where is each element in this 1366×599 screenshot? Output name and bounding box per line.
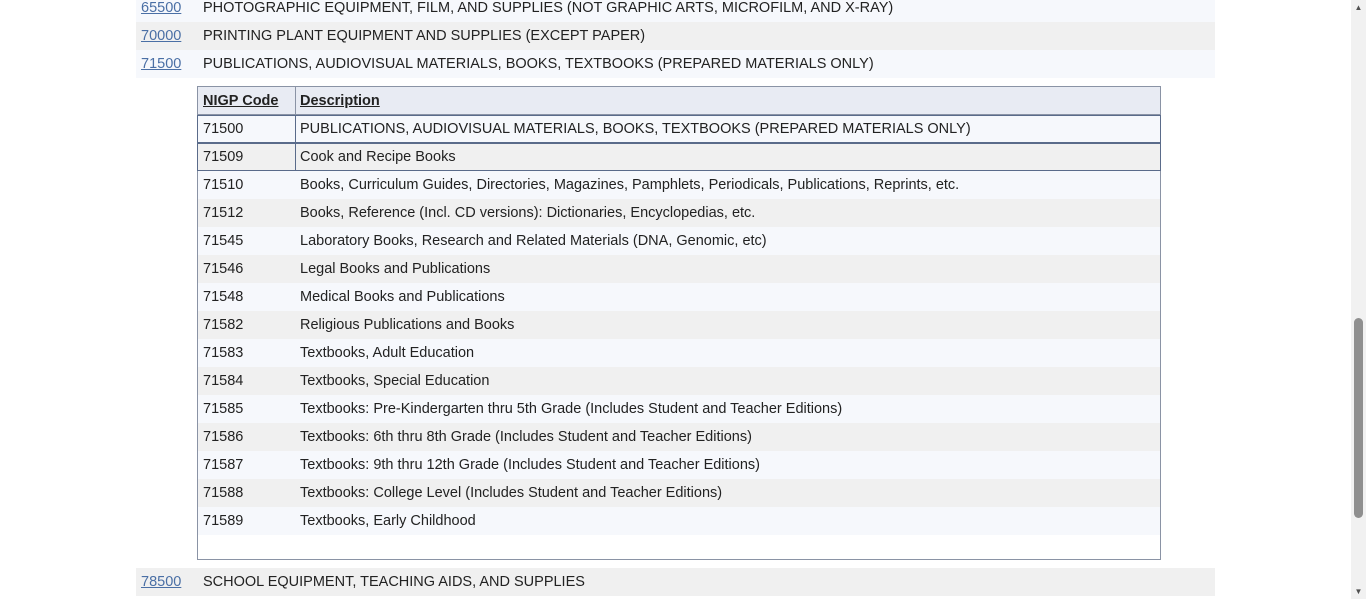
vertical-scrollbar[interactable]	[1351, 0, 1366, 599]
table-row[interactable]	[198, 199, 1160, 227]
table-row[interactable]	[198, 451, 1160, 479]
nigp-code-column-header[interactable]: NIGP Code	[203, 92, 279, 109]
nigp-code-cell: 71585	[203, 401, 244, 417]
table-row	[136, 0, 1215, 22]
nigp-code-cell: 71584	[203, 373, 244, 389]
nigp-code-cell: 71586	[203, 429, 244, 445]
nigp-code-cell: 71587	[203, 457, 244, 473]
table-row[interactable]	[198, 255, 1160, 283]
description-cell: Textbooks, Special Education	[300, 373, 490, 389]
nigp-code-cell: 71545	[203, 233, 244, 249]
row-description: PHOTOGRAPHIC EQUIPMENT, FILM, AND SUPPLIES (NOT GRAPHIC ARTS, MICROFILM, AND X-RAY)	[203, 0, 894, 16]
scroll-up-icon[interactable]: ▲	[1354, 3, 1363, 12]
nigp-code-cell: 71588	[203, 485, 244, 501]
scrollbar-thumb[interactable]	[1354, 318, 1363, 518]
description-cell: Books, Reference (Incl. CD versions): Dictionaries, Encyclopedias, etc.	[300, 205, 756, 221]
nigp-code-cell: 71546	[203, 261, 244, 277]
table-row[interactable]	[198, 339, 1160, 367]
table-row[interactable]	[198, 507, 1160, 535]
nigp-code-link[interactable]: 78500	[141, 574, 182, 590]
description-cell: PUBLICATIONS, AUDIOVISUAL MATERIALS, BOOKS, TEXTBOOKS (PREPARED MATERIALS ONLY)	[300, 121, 971, 137]
description-column-header[interactable]: Description	[300, 92, 380, 109]
description-cell: Textbooks: 9th thru 12th Grade (Includes Student and Teacher Editions)	[300, 457, 760, 473]
description-cell: Textbooks: College Level (Includes Student and Teacher Editions)	[300, 485, 723, 501]
table-row[interactable]	[197, 115, 1161, 143]
description-cell: Legal Books and Publications	[300, 261, 491, 277]
table-row[interactable]	[198, 283, 1160, 311]
nigp-code-cell: 71509	[198, 144, 296, 170]
table-row	[136, 568, 1215, 596]
table-row[interactable]	[197, 143, 1161, 171]
nigp-code-cell: 71500	[198, 116, 296, 142]
table-row[interactable]	[198, 395, 1160, 423]
table-row[interactable]	[198, 171, 1160, 199]
row-description: SCHOOL EQUIPMENT, TEACHING AIDS, AND SUPPLIES	[203, 574, 585, 590]
table-header	[198, 87, 1160, 115]
nigp-code-link[interactable]: 70000	[141, 28, 182, 44]
description-cell: Books, Curriculum Guides, Directories, Magazines, Pamphlets, Periodicals, Publications, Reprints, etc.	[300, 177, 960, 193]
table-row[interactable]	[198, 479, 1160, 507]
nigp-subcode-table	[197, 86, 1161, 560]
description-cell: Laboratory Books, Research and Related Materials (DNA, Genomic, etc)	[300, 233, 767, 249]
nigp-code-cell: 71510	[203, 177, 244, 193]
table-row[interactable]	[198, 367, 1160, 395]
table-row[interactable]	[198, 423, 1160, 451]
nigp-code-link[interactable]: 71500	[141, 56, 182, 72]
description-cell: Textbooks, Adult Education	[300, 345, 475, 361]
nigp-code-cell: 71583	[203, 345, 244, 361]
table-row	[136, 50, 1215, 78]
description-cell: Textbooks: Pre-Kindergarten thru 5th Grade (Includes Student and Teacher Editions)	[300, 401, 843, 417]
nigp-code-cell: 71589	[203, 513, 244, 529]
nigp-code-cell: 71582	[203, 317, 244, 333]
description-cell: Textbooks, Early Childhood	[300, 513, 476, 529]
row-description: PUBLICATIONS, AUDIOVISUAL MATERIALS, BOOKS, TEXTBOOKS (PREPARED MATERIALS ONLY)	[203, 56, 874, 72]
nigp-code-link[interactable]: 65500	[141, 0, 182, 16]
description-cell: Religious Publications and Books	[300, 317, 515, 333]
scroll-down-icon[interactable]: ▼	[1354, 587, 1363, 596]
commodity-table-continued	[136, 568, 1215, 596]
nigp-code-cell: 71512	[203, 205, 244, 221]
table-row	[136, 22, 1215, 50]
row-description: PRINTING PLANT EQUIPMENT AND SUPPLIES (EXCEPT PAPER)	[203, 28, 646, 44]
commodity-table	[136, 0, 1215, 78]
description-cell: Textbooks: 6th thru 8th Grade (Includes Student and Teacher Editions)	[300, 429, 752, 445]
table-row[interactable]	[198, 227, 1160, 255]
description-cell: Medical Books and Publications	[300, 289, 505, 305]
table-row[interactable]	[198, 311, 1160, 339]
nigp-code-cell: 71548	[203, 289, 244, 305]
description-cell: Cook and Recipe Books	[300, 149, 456, 165]
